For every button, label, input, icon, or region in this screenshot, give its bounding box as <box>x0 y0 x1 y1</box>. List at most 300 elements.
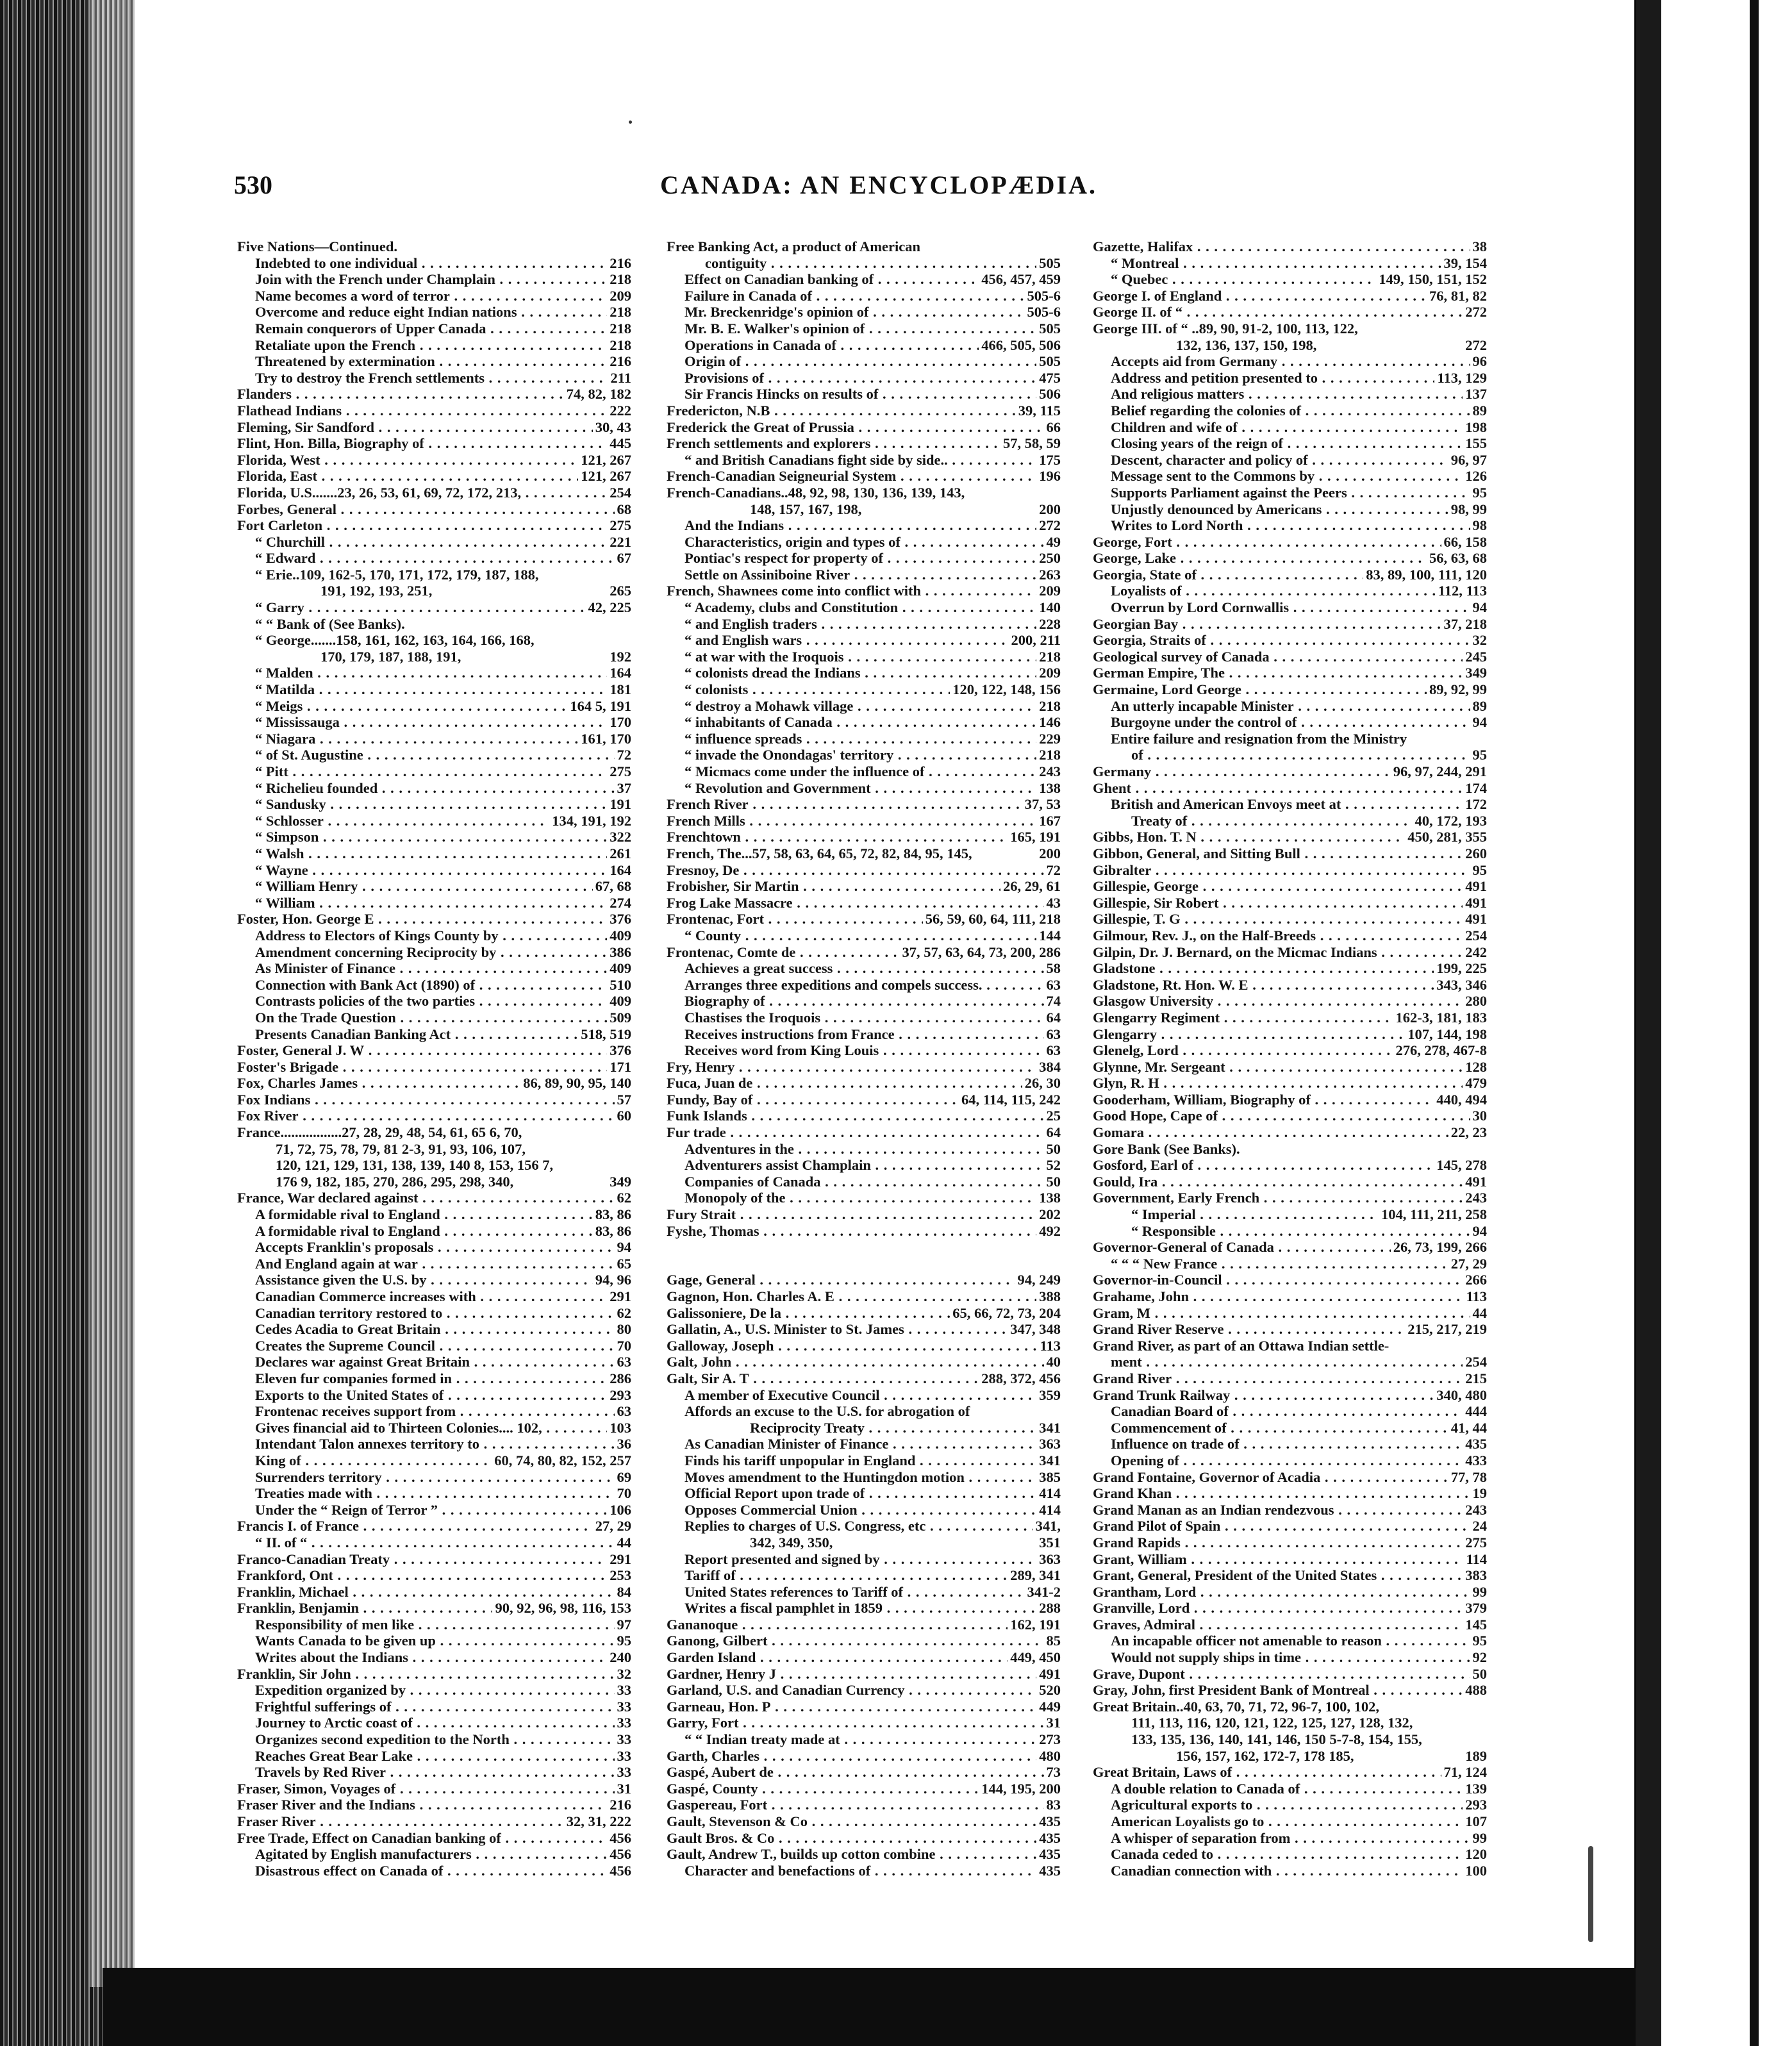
index-entry <box>237 238 631 255</box>
index-entry <box>237 1288 631 1305</box>
index-entry-text: Gage, General . . . <box>667 1272 1061 1288</box>
index-entry-text: Fraser River and the Indians . . . <box>237 1797 631 1813</box>
index-entry <box>667 1223 1061 1240</box>
index-entry-text: Fry, Henry . . . <box>667 1059 1061 1076</box>
index-entry-text: Georgia, State of . . . <box>1093 567 1487 583</box>
index-entry-text: “ “ “ New France . . . <box>1111 1256 1487 1272</box>
index-entry-pages: 162, 191 <box>1008 1617 1061 1633</box>
index-entry-pages: 95 <box>1470 485 1488 501</box>
index-entry <box>237 731 631 747</box>
index-entry <box>667 813 1061 829</box>
index-entry-text: Gardner, Henry J . . . <box>667 1666 1061 1683</box>
index-entry <box>1093 320 1487 337</box>
index-entry <box>237 616 631 633</box>
index-entry-pages: 250 <box>1036 550 1061 567</box>
index-entry-text: Gaspereau, Fort . . . <box>667 1797 1061 1813</box>
index-entry <box>1093 1666 1487 1683</box>
index-entry <box>237 1010 631 1026</box>
index-entry-pages: 77, 78 <box>1448 1469 1487 1486</box>
index-entry-text: Gladstone . . . <box>1093 960 1487 977</box>
index-entry <box>237 1846 631 1863</box>
index-entry <box>1093 1699 1487 1715</box>
index-entry-pages: 97 <box>615 1617 632 1633</box>
index-entry <box>667 616 1061 633</box>
index-entry <box>667 895 1061 911</box>
index-entry-text: Canadian connection with . . . <box>1111 1863 1487 1879</box>
index-entry-text: “ at war with the Iroquois . . . <box>684 649 1061 665</box>
index-entry <box>667 468 1061 485</box>
index-entry-pages: 65 <box>615 1256 632 1272</box>
index-entry-pages: 96, 97 <box>1448 452 1487 469</box>
index-entry-text: “ invade the Onondagas' territory . . . <box>684 747 1061 763</box>
index-entry-text: Effect on Canadian banking of . . . <box>684 271 1061 288</box>
index-entry-pages: 409 <box>607 993 631 1010</box>
index-entry <box>1093 1026 1487 1043</box>
index-entry-pages: 112, 113 <box>1436 583 1487 599</box>
index-entry <box>1093 1403 1487 1420</box>
index-entry-pages: 89 <box>1470 698 1488 715</box>
index-entry-text: Franklin, Benjamin . . . <box>237 1600 631 1617</box>
index-entry-text: Ganong, Gilbert . . . <box>667 1633 1061 1649</box>
index-entry-text: Provisions of . . . <box>684 370 1061 387</box>
index-entry-text: Frontenac, Comte de . . . <box>667 944 1061 961</box>
index-entry <box>237 534 631 551</box>
index-entry-pages: 31 <box>1044 1715 1061 1731</box>
index-entry-pages: 444 <box>1463 1403 1487 1420</box>
index-entry <box>237 1682 631 1699</box>
index-entry <box>1093 517 1487 534</box>
index-entry-text: Galissoniere, De la . . . <box>667 1305 1061 1322</box>
index-entry <box>667 1534 1061 1551</box>
index-entry-text: Address to Electors of Kings County by . . . <box>255 927 631 944</box>
index-entry-pages: 341-2 <box>1025 1584 1061 1601</box>
index-entry-pages: 254 <box>1463 927 1487 944</box>
index-entry <box>237 1272 631 1288</box>
index-entry <box>667 1075 1061 1092</box>
index-entry <box>667 1748 1061 1765</box>
index-entry <box>1093 911 1487 927</box>
index-entry <box>237 1797 631 1813</box>
index-entry <box>237 370 631 387</box>
index-entry <box>237 632 631 649</box>
index-entry-text: Foster's Brigade . . . <box>237 1059 631 1076</box>
index-entry-pages: 209 <box>607 288 631 304</box>
index-entry-text: Franklin, Michael . . . <box>237 1584 631 1601</box>
index-entry-text: Sir Francis Hincks on results of . . . <box>684 386 1061 403</box>
index-entry-pages: 98 <box>1470 517 1488 534</box>
index-entry-text: Creates the Supreme Council . . . <box>255 1338 631 1354</box>
index-entry <box>1093 403 1487 419</box>
index-entry-pages: 140 <box>1036 599 1061 616</box>
index-entry-pages: 275 <box>607 517 631 534</box>
index-entry <box>237 1387 631 1404</box>
index-entry-text: Canadian Board of . . . <box>1111 1403 1487 1420</box>
index-entry-text: Grand Rapids . . . <box>1093 1534 1487 1551</box>
index-entry-pages: 155 <box>1463 435 1487 452</box>
index-entry-text: French, The...57, 58, 63, 64, 65, 72, 82, 84, 95, 145, <box>667 845 972 861</box>
index-entry-text: “ influence spreads . . . <box>684 731 1061 747</box>
index-entry-pages: 32 <box>615 1666 632 1683</box>
index-entry-text: Replies to charges of U.S. Congress, etc . . . <box>684 1518 1061 1534</box>
index-entry-text: A double relation to Canada of . . . <box>1111 1781 1487 1797</box>
index-entry <box>237 1256 631 1272</box>
index-entry-pages: 221 <box>607 534 631 551</box>
index-entry <box>237 977 631 994</box>
index-entry <box>667 878 1061 895</box>
index-entry <box>1093 386 1487 403</box>
index-entry <box>667 862 1061 879</box>
index-entry-text: “ Responsible . . . <box>1131 1223 1487 1240</box>
index-entry-pages: 240 <box>607 1649 631 1666</box>
index-entry-text: Gillespie, T. G . . . <box>1093 911 1487 927</box>
index-entry-pages: 273 <box>1036 1731 1061 1748</box>
index-entry-text: Assistance given the U.S. by . . . <box>255 1272 631 1288</box>
index-entry-pages: 450, 281, 355 <box>1405 829 1487 845</box>
index-entry-pages: 80 <box>615 1321 632 1338</box>
index-entry <box>667 1206 1061 1223</box>
index-entry <box>1093 1059 1487 1076</box>
index-entry-pages: 280 <box>1463 993 1487 1010</box>
index-entry-text: Remain conquerors of Upper Canada . . . <box>255 320 631 337</box>
index-entry-pages: 106 <box>607 1502 631 1518</box>
index-entry-pages: 19 <box>1470 1485 1488 1502</box>
index-entry-pages: 198 <box>1463 419 1487 436</box>
index-entry-pages: 144, 195, 200 <box>979 1781 1061 1797</box>
index-entry-text: German Empire, The . . . <box>1093 665 1487 681</box>
index-entry <box>667 1518 1061 1534</box>
index-entry <box>1093 714 1487 731</box>
index-entry <box>237 1748 631 1765</box>
page-number: 530 <box>234 170 272 199</box>
index-entry-text: Good Hope, Cape of . . . <box>1093 1108 1487 1124</box>
index-entry <box>667 238 1061 255</box>
index-entry <box>667 320 1061 337</box>
index-entry-pages: 66, 158 <box>1441 534 1488 551</box>
index-entry-text: “ Montreal . . . <box>1111 255 1487 272</box>
index-entry-text: Intendant Talon annexes territory to . . . <box>255 1436 631 1452</box>
index-entry-text: On the Trade Question . . . <box>255 1010 631 1026</box>
index-entry-text: Failure in Canada of . . . <box>684 288 1061 304</box>
index-entry <box>237 780 631 797</box>
index-entry-text: “ “ Indian treaty made at . . . <box>684 1731 1061 1748</box>
index-entry <box>667 1026 1061 1043</box>
index-entry <box>1093 419 1487 436</box>
index-entry-text: France.................27, 28, 29, 48, 54, 61, 65 6, 70, <box>237 1124 522 1141</box>
index-entry-pages: 50 <box>1044 1174 1061 1190</box>
index-entry-text: Mr. Breckenridge's opinion of . . . <box>684 304 1061 320</box>
index-entry-pages: 24 <box>1470 1518 1488 1534</box>
index-entry-pages: 62 <box>615 1190 632 1206</box>
index-entry <box>237 763 631 780</box>
index-entry <box>237 1666 631 1683</box>
index-entry-pages: 72 <box>615 747 632 763</box>
index-entry <box>237 403 631 419</box>
index-entry <box>237 1633 631 1649</box>
index-entry-text: 156, 157, 162, 172-7, 178 185, <box>1176 1747 1354 1764</box>
index-entry <box>237 862 631 879</box>
index-entry <box>1093 1042 1487 1059</box>
index-entry-pages: 286 <box>607 1370 631 1387</box>
index-entry-text: “ colonists dread the Indians . . . <box>684 665 1061 681</box>
index-entry-text: Surrenders territory . . . <box>255 1469 631 1486</box>
index-entry <box>667 1338 1061 1354</box>
index-entry-pages: 435 <box>1036 1846 1061 1863</box>
index-entry-pages: 73 <box>1044 1764 1061 1781</box>
index-entry-text: Gives financial aid to Thirteen Colonies.... 102, . . . <box>255 1420 631 1436</box>
index-entry <box>237 419 631 436</box>
index-entry-text: Pontiac's respect for property of . . . <box>684 550 1061 567</box>
index-entry-text: “ Pitt . . . <box>255 763 631 780</box>
index-entry-pages: 103 <box>607 1420 631 1436</box>
index-entry <box>1093 649 1487 665</box>
index-entry-text: Moves amendment to the Huntingdon motion . . . <box>684 1469 1061 1486</box>
index-entry-text: Characteristics, origin and types of . . . <box>684 534 1061 551</box>
index-entry-text: Message sent to the Commons by . . . <box>1111 468 1487 485</box>
index-entry-pages: 52 <box>1044 1157 1061 1174</box>
index-entry-text: Flint, Hon. Billa, Biography of . . . <box>237 435 631 452</box>
index-entry-text: Gaspé, County . . . <box>667 1781 1061 1797</box>
index-entry-text: Grand Pilot of Spain . . . <box>1093 1518 1487 1534</box>
index-entry-pages: 69 <box>615 1469 632 1486</box>
index-entry-text: Franco-Canadian Treaty . . . <box>237 1551 631 1568</box>
index-entry <box>237 1551 631 1568</box>
index-entry <box>667 1502 1061 1518</box>
index-entry <box>237 1190 631 1206</box>
index-entry-pages: 113 <box>1463 1288 1487 1305</box>
index-entry <box>667 1813 1061 1830</box>
index-entry-text: Gananoque . . . <box>667 1617 1061 1633</box>
index-entry-pages: 94 <box>1470 1223 1488 1240</box>
index-entry-pages: 128 <box>1463 1059 1487 1076</box>
index-entry <box>1093 583 1487 599</box>
index-entry-pages: 218 <box>607 304 631 320</box>
index-entry <box>667 435 1061 452</box>
index-entry-text: Gore Bank (See Banks). <box>1093 1140 1240 1157</box>
index-entry <box>1093 1551 1487 1568</box>
index-entry-pages: 167 <box>1036 813 1061 829</box>
index-entry-pages: 64 <box>1044 1010 1061 1026</box>
index-entry-pages: 33 <box>615 1731 632 1748</box>
index-entry-pages: 275 <box>607 763 631 780</box>
index-entry-text: Threatened by extermination . . . <box>255 353 631 370</box>
index-entry <box>667 501 1061 518</box>
index-entry <box>1093 632 1487 649</box>
index-entry <box>1093 927 1487 944</box>
index-entry-text: “ County . . . <box>684 927 1061 944</box>
index-entry-text: Official Report upon trade of . . . <box>684 1485 1061 1502</box>
index-entry-text: of . . . <box>1131 747 1487 763</box>
index-entry <box>1093 845 1487 862</box>
index-entry-text: Grant, William . . . <box>1093 1551 1487 1568</box>
index-entry-pages: 505 <box>1036 353 1061 370</box>
scan-blemish <box>1588 1846 1593 1942</box>
index-entry <box>1093 1682 1487 1699</box>
index-entry-text: Florida, West . . . <box>237 452 631 469</box>
index-entry-text: Gould, Ira . . . <box>1093 1174 1487 1190</box>
index-entry <box>667 1863 1061 1879</box>
index-entry-text: Writes about the Indians . . . <box>255 1649 631 1666</box>
index-entry-pages: 479 <box>1463 1075 1487 1092</box>
index-entry <box>1093 1157 1487 1174</box>
index-entry-text: “ Garry . . . <box>255 599 631 616</box>
index-entry <box>667 796 1061 813</box>
index-entry-pages: 379 <box>1463 1600 1487 1617</box>
index-entry-pages: 340, 480 <box>1434 1387 1487 1404</box>
index-entry <box>1093 1731 1487 1748</box>
index-entry-pages: 228 <box>1036 616 1061 633</box>
index-entry <box>667 1174 1061 1190</box>
index-entry-pages: 162-3, 181, 183 <box>1393 1010 1488 1026</box>
index-entry-pages: 22, 23 <box>1448 1124 1487 1141</box>
index-entry-text: Journey to Arctic coast of . . . <box>255 1715 631 1731</box>
index-entry <box>237 993 631 1010</box>
index-entry-text: Frontenac, Fort . . . <box>667 911 1061 927</box>
index-entry-pages: 243 <box>1463 1502 1487 1518</box>
index-entry <box>667 944 1061 961</box>
index-entry-text: Treaties made with . . . <box>255 1485 631 1502</box>
index-entry <box>667 927 1061 944</box>
index-entry-text: Try to destroy the French settlements . . . <box>255 370 631 387</box>
index-entry-text: French Mills . . . <box>667 813 1061 829</box>
index-entry-text: Grantham, Lord . . . <box>1093 1584 1487 1601</box>
index-entry-pages: 254 <box>1463 1354 1487 1370</box>
index-entry <box>667 1436 1061 1452</box>
index-entry-pages: 33 <box>615 1682 632 1699</box>
index-entry-pages: 120 <box>1463 1846 1487 1863</box>
index-entry-text: Agricultural exports to . . . <box>1111 1797 1487 1813</box>
index-entry-pages: 363 <box>1036 1436 1061 1452</box>
index-entry <box>667 1059 1061 1076</box>
index-entry-text: “ Edward . . . <box>255 550 631 567</box>
index-entry <box>1093 1436 1487 1452</box>
index-entry-pages: 164 5, 191 <box>567 698 631 715</box>
index-entry-pages: 30 <box>1470 1108 1488 1124</box>
index-entry <box>237 386 631 403</box>
index-entry-pages: 386 <box>607 944 631 961</box>
index-entry-text: “ Meigs . . . <box>255 698 631 715</box>
index-entry-pages: 456 <box>607 1846 631 1863</box>
index-entry-text: Georgia, Straits of . . . <box>1093 632 1487 649</box>
index-entry <box>1093 1387 1487 1404</box>
index-entry-text: Galloway, Joseph . . . <box>667 1338 1061 1354</box>
index-entry-text: Fury Strait . . . <box>667 1206 1061 1223</box>
index-entry <box>1093 616 1487 633</box>
index-entry <box>667 1387 1061 1404</box>
index-entry-text: “ destroy a Mohawk village . . . <box>684 698 1061 715</box>
index-entry-text: Foster, General J. W . . . <box>237 1042 631 1059</box>
index-entry-text: Fundy, Bay of . . . <box>667 1092 1061 1108</box>
index-entry <box>667 517 1061 534</box>
index-entry-text: “ Mississauga . . . <box>255 714 631 731</box>
index-entry-pages: 66 <box>1044 419 1061 436</box>
index-entry <box>667 1272 1061 1288</box>
index-entry-text: George II. of “ . . . <box>1093 304 1487 320</box>
index-entry <box>237 944 631 961</box>
index-entry-pages: 275 <box>1463 1534 1487 1551</box>
index-entry-pages: 33 <box>615 1699 632 1715</box>
index-entry <box>1093 878 1487 895</box>
index-entry-text: As Minister of Finance . . . <box>255 960 631 977</box>
index-entry-text: “ Erie..109, 162-5, 170, 171, 172, 179, 187, 188, <box>255 566 539 583</box>
index-entry <box>1093 1124 1487 1141</box>
index-entry-pages: 37 <box>615 780 632 797</box>
index-entry-text: And religious matters . . . <box>1111 386 1487 403</box>
index-entry <box>1093 1010 1487 1026</box>
index-entry <box>667 1682 1061 1699</box>
index-entry-text: Organizes second expedition to the North . . . <box>255 1731 631 1748</box>
index-entry-text: Finds his tariff unpopular in England . . . <box>684 1452 1061 1469</box>
index-entry-pages: 216 <box>607 255 631 272</box>
index-entry-text: Flathead Indians . . . <box>237 403 631 419</box>
index-entry <box>1093 1863 1487 1879</box>
index-entry-text: Gram, M . . . <box>1093 1305 1487 1322</box>
index-entry <box>237 1174 631 1190</box>
index-entry-text: Gilmour, Rev. J., on the Half-Breeds . . . <box>1093 927 1487 944</box>
index-entry <box>1093 796 1487 813</box>
index-entry-pages: 174 <box>1463 780 1487 797</box>
index-entry-text: Monopoly of the . . . <box>684 1190 1061 1206</box>
index-entry <box>237 1518 631 1534</box>
index-entry-text: Indebted to one individual . . . <box>255 255 631 272</box>
index-entry-text: Gooderham, William, Biography of . . . <box>1093 1092 1487 1108</box>
index-entry-pages: 60, 74, 80, 82, 152, 257 <box>492 1452 631 1469</box>
index-entry-pages: 433 <box>1463 1452 1487 1469</box>
index-entry <box>237 320 631 337</box>
index-entry-text: Agitated by English manufacturers . . . <box>255 1846 631 1863</box>
index-entry-text: Responsibility of men like . . . <box>255 1617 631 1633</box>
index-entry <box>667 550 1061 567</box>
index-entry <box>1093 255 1487 272</box>
index-entry-text: Forbes, General . . . <box>237 501 631 518</box>
index-entry <box>667 1354 1061 1370</box>
index-entry-pages: 89 <box>1470 403 1488 419</box>
index-entry-pages: 289, 341 <box>1008 1567 1061 1584</box>
index-entry-pages: 254 <box>607 485 631 501</box>
index-entry <box>1093 1075 1487 1092</box>
index-entry-text: George, Fort . . . <box>1093 534 1487 551</box>
index-entry <box>667 747 1061 763</box>
index-entry-text: contiguity . . . <box>705 255 1061 272</box>
index-entry-text: 111, 113, 116, 120, 121, 122, 125, 127, 128, 132, <box>1131 1715 1413 1731</box>
running-head <box>0 170 1792 208</box>
index-entry-text: Address and petition presented to . . . <box>1111 370 1487 387</box>
index-entry <box>1093 1633 1487 1649</box>
index-entry <box>667 649 1061 665</box>
index-entry-pages: 44 <box>1470 1305 1488 1322</box>
index-entry <box>1093 1764 1487 1781</box>
index-entry-pages: 343, 346 <box>1434 977 1487 994</box>
index-entry <box>1093 337 1487 354</box>
index-entry-pages: 33 <box>615 1715 632 1731</box>
index-entry-text: Under the “ Reign of Terror ” . . . <box>255 1502 631 1518</box>
index-entry-text: Would not supply ships in time . . . <box>1111 1649 1487 1666</box>
index-entry <box>667 731 1061 747</box>
index-entry-pages: 293 <box>607 1387 631 1404</box>
index-entry-text: Governor-in-Council . . . <box>1093 1272 1487 1288</box>
index-entry-text: “ Imperial . . . <box>1131 1206 1487 1223</box>
index-entry-text: Free Banking Act, a product of American <box>667 238 921 254</box>
index-entry <box>237 1781 631 1797</box>
index-entry-pages: 44 <box>615 1534 632 1551</box>
index-entry <box>667 1108 1061 1124</box>
index-entry <box>667 698 1061 715</box>
index-entry <box>1093 1617 1487 1633</box>
index-entry <box>237 1813 631 1830</box>
index-entry-pages: 491 <box>1463 911 1487 927</box>
index-entry-text: Fur trade . . . <box>667 1124 1061 1141</box>
index-entry-pages: 435 <box>1036 1863 1061 1879</box>
index-entry <box>667 1485 1061 1502</box>
